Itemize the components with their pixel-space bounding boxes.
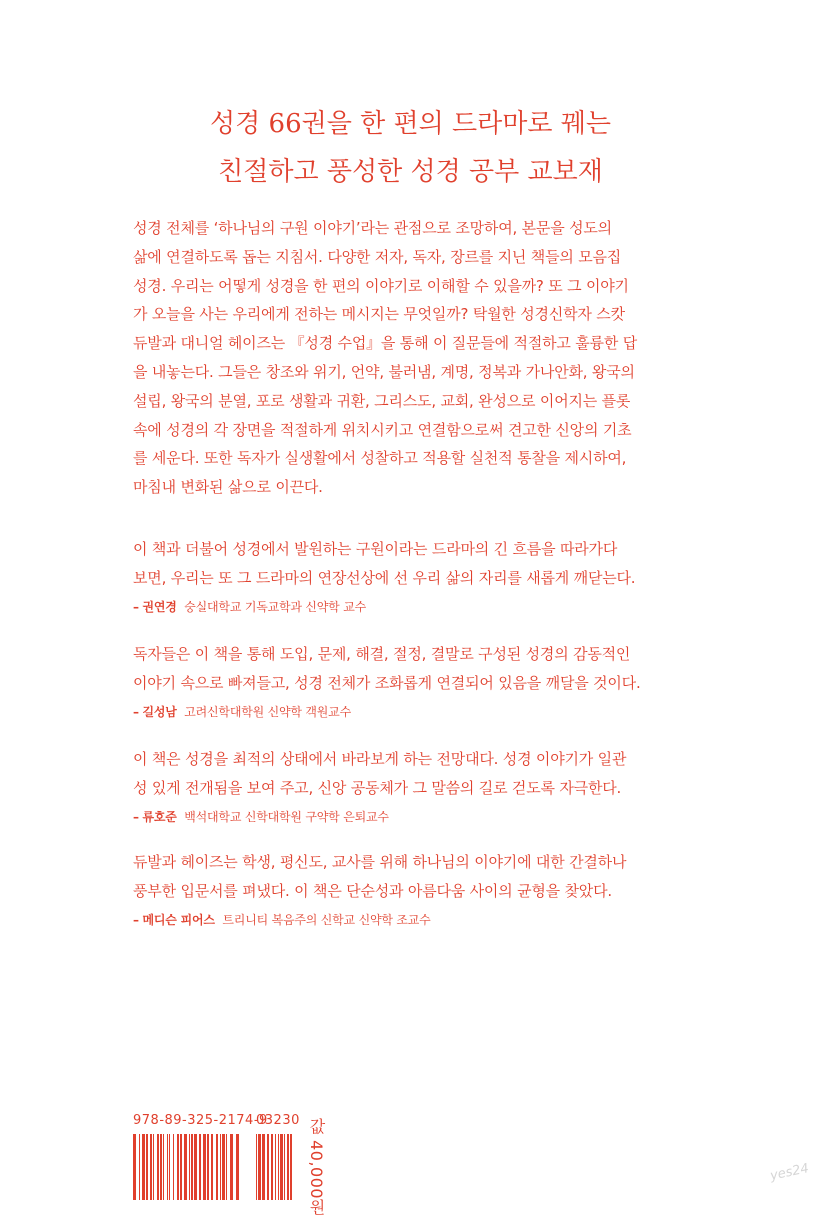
endorsement-line: 이 책과 더불어 성경에서 발원하는 구원이라는 드라마의 긴 흐름을 따라가다 <box>133 540 618 558</box>
endorsement-attribution <box>133 698 693 726</box>
barcode-bar <box>271 1134 273 1200</box>
barcode-bar <box>180 1134 182 1200</box>
barcode-bar <box>211 1134 213 1200</box>
barcode-bar <box>216 1134 218 1200</box>
endorser-affiliation: 백석대학교 신학대학원 구약학 은퇴교수 <box>184 810 389 824</box>
barcode-bar <box>199 1134 201 1200</box>
endorsement-line: 독자들은 이 책을 통해 도입, 문제, 해결, 절정, 결말로 구성된 성경의 감동적인 <box>133 645 631 663</box>
barcode-bar <box>230 1134 233 1200</box>
description-line: 성경 전체를 ‘하나님의 구원 이야기’라는 관점으로 조망하여, 본문을 성도의 <box>133 219 612 237</box>
attribution-dash: – <box>133 810 139 824</box>
price-label: 값 40,000원 <box>307 1118 326 1216</box>
description-line: 마침내 변화된 삶으로 이끈다. <box>133 478 323 497</box>
endorsement <box>133 848 693 934</box>
endorser-name: 류호준 <box>142 810 177 824</box>
attribution-dash: – <box>133 913 139 927</box>
barcode-bar <box>256 1134 257 1200</box>
barcode-bar <box>267 1134 269 1200</box>
barcode-bar <box>157 1134 159 1200</box>
endorsement <box>133 535 693 621</box>
barcode-bar <box>236 1134 239 1200</box>
barcode-bar <box>284 1134 285 1200</box>
heading-line-1: 성경 66권을 한 편의 드라마로 꿰는 <box>210 109 611 139</box>
endorsement <box>133 745 693 831</box>
addon-barcode <box>256 1134 294 1200</box>
barcode-bar <box>184 1134 187 1200</box>
barcode-bar <box>287 1134 289 1200</box>
barcode-bar <box>207 1134 209 1200</box>
barcode-bar <box>150 1134 152 1200</box>
endorsement-attribution <box>133 906 693 934</box>
barcode-bar <box>262 1134 265 1200</box>
barcode-bar <box>167 1134 168 1200</box>
description-line: 를 세운다. 또한 독자가 실생활에서 성찰하고 적용할 실천적 통찰을 제시하여, <box>133 449 627 468</box>
endorsement-line: 성 있게 전개됨을 보여 주고, 신앙 공동체가 그 말씀의 길로 걷도록 자극한다. <box>133 779 622 797</box>
barcode-bar <box>194 1134 197 1200</box>
isbn-number: 978-89-325-2174-9 <box>133 1113 268 1128</box>
barcode-bar <box>191 1134 193 1200</box>
barcode-bar <box>203 1134 206 1200</box>
heading-line-2: 친절하고 풍성한 성경 공부 교보재 <box>218 157 603 187</box>
barcode-bar <box>189 1134 190 1200</box>
barcode-bar <box>226 1134 227 1200</box>
description-line: 가 오늘을 사는 우리에게 전하는 메시지는 무엇일까? 탁월한 성경신학자 스캇 <box>133 305 625 324</box>
description-line: 삶에 연결하도록 돕는 지침서. 다양한 저자, 독자, 장르를 지닌 책들의 모음집 <box>133 247 622 266</box>
endorsement <box>133 640 693 726</box>
attribution-dash: – <box>133 705 139 719</box>
barcode-bar <box>139 1134 140 1200</box>
isbn-barcode <box>133 1134 243 1200</box>
barcode-bar <box>177 1134 179 1200</box>
barcode-bar <box>146 1134 148 1200</box>
attribution-dash: – <box>133 600 139 614</box>
description-line: 성경. 우리는 어떻게 성경을 한 편의 이야기로 이해할 수 있을까? 또 그 이야기 <box>133 276 629 295</box>
barcode-bar <box>173 1134 174 1200</box>
endorser-affiliation: 트리니티 복음주의 신학교 신약학 조교수 <box>222 913 431 927</box>
endorser-name: 메디슨 피어스 <box>142 913 215 927</box>
endorser-affiliation: 숭실대학교 기독교학과 신약학 교수 <box>184 600 366 614</box>
endorsement-line: 이야기 속으로 빠져들고, 성경 전체가 조화롭게 연결되어 있음을 깨달을 것이다. <box>133 674 641 692</box>
endorser-affiliation: 고려신학대학원 신약학 객원교수 <box>184 705 351 719</box>
endorsement-line: 풍부한 입문서를 펴냈다. 이 책은 단순성과 아름다움 사이의 균형을 찾았다. <box>133 882 612 900</box>
endorsement-attribution <box>133 593 693 621</box>
barcode-bar <box>163 1134 164 1200</box>
barcode-bar <box>222 1134 225 1200</box>
book-description <box>133 214 693 502</box>
barcode-bar <box>169 1134 170 1200</box>
barcode-bar <box>133 1134 136 1200</box>
barcode-bar <box>275 1134 276 1200</box>
barcode-bar <box>220 1134 221 1200</box>
barcode-bar <box>142 1134 145 1200</box>
endorsement-line: 보면, 우리는 또 그 드라마의 연장선상에 선 우리 삶의 자리를 새롭게 깨닫는다. <box>133 569 636 587</box>
description-line: 설립, 왕국의 분열, 포로 생활과 귀환, 그리스도, 교회, 완성으로 이어지는 플롯 <box>133 391 631 410</box>
endorsement-attribution <box>133 803 693 831</box>
endorser-name: 길성남 <box>142 705 177 719</box>
endorsement-line: 이 책은 성경을 최적의 상태에서 바라보게 하는 전망대다. 성경 이야기가 일관 <box>133 750 627 768</box>
cover-heading <box>0 100 821 196</box>
barcode-bar <box>290 1134 292 1200</box>
barcode-bar <box>280 1134 283 1200</box>
isbn-addon-code: 03230 <box>256 1113 300 1128</box>
barcode-bar <box>160 1134 162 1200</box>
endorser-name: 권연경 <box>142 600 177 614</box>
description-line: 듀발과 대니얼 헤이즈는 『성경 수업』을 통해 이 질문들에 적절하고 훌륭한 답 <box>133 334 637 353</box>
barcode-bar <box>153 1134 154 1200</box>
barcode-bar <box>278 1134 279 1200</box>
description-line: 속에 성경의 각 장면을 적절하게 위치시키고 연결함으로써 견고한 신앙의 기초 <box>133 420 632 439</box>
barcode-bar <box>258 1134 261 1200</box>
description-line: 을 내놓는다. 그들은 창조와 위기, 언약, 불러냄, 계명, 정복과 가나안화, 왕국의 <box>133 362 635 381</box>
watermark-logo: yes24 <box>768 1161 811 1184</box>
endorsement-line: 듀발과 헤이즈는 학생, 평신도, 교사를 위해 하나님의 이야기에 대한 간결하나 <box>133 853 627 871</box>
